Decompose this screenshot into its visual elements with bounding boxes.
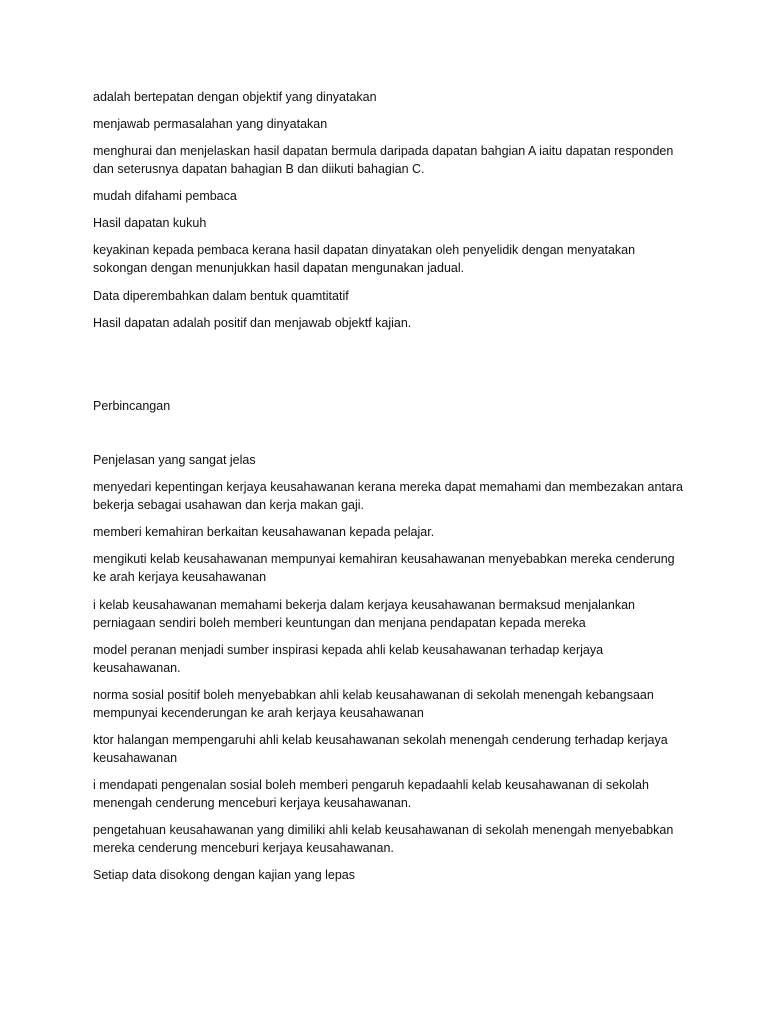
paragraph-club-skills: mengikuti kelab keusahawanan mempunyai kemahiran keusahawanan menyebabkan mereka cenderung ke arah kerjaya keusahawanan — [93, 552, 675, 584]
paragraph-barrier-factors: ktor halangan mempengaruhi ahli kelab keusahawanan sekolah menengah cenderung terhadap kerjaya keusahawanan — [93, 733, 668, 765]
paragraph-answer-problem: menjawab permasalahan yang dinyatakan — [93, 117, 328, 131]
paragraph-easy-to-understand: mudah difahami pembaca — [93, 189, 237, 203]
paragraph-quantitative-data: Data diperembahkan dalam bentuk quamtitatif — [93, 289, 349, 303]
section-heading-perbincangan: Perbincangan — [93, 399, 171, 413]
paragraph-explain-findings: menghurai dan menjelaskan hasil dapatan bermula daripada dapatan bahgian A iaitu dapatan responden dan seterusnya dapatan bahagian B dan diikuti bahagian C. — [93, 144, 674, 176]
paragraph-supported-data: Setiap data disokong dengan kajian yang lepas — [93, 868, 356, 882]
paragraph-clear-explanation: Penjelasan yang sangat jelas — [93, 453, 256, 467]
paragraph-own-business: i kelab keusahawanan memahami bekerja dalam kerjaya keusahawanan bermaksud menjalankan perniagaan sendiri boleh memberi keuntungan dan menjana pendapatan kepada mereka — [93, 598, 635, 630]
paragraph-social-norms: norma sosial positif boleh menyebabkan ahli kelab keusahawanan di sekolah menengah kebangsaan mempunyai kecenderungan ke arah kerjaya keusahawanan — [93, 688, 654, 720]
paragraph-social-introduction: i mendapati pengenalan sosial boleh memberi pengaruh kepadaahli kelab keusahawanan di sekolah menengah cenderung menceburi kerjaya keusahawanan. — [93, 778, 649, 810]
paragraph-objective-match: adalah bertepatan dengan objektif yang dinyatakan — [93, 90, 377, 104]
paragraph-solid-findings: Hasil dapatan kukuh — [93, 216, 207, 230]
paragraph-reader-confidence: keyakinan kepada pembaca kerana hasil dapatan dinyatakan oleh penyelidik dengan menyatakan sokongan dengan menunjukkan hasil dapatan mengunakan jadual. — [93, 243, 636, 275]
paragraph-entrepreneur-knowledge: pengetahuan keusahawanan yang dimiliki ahli kelab keusahawanan di sekolah menengah menyebabkan mereka cenderung menceburi kerjaya keusahawanan. — [93, 823, 674, 855]
paragraph-career-importance: menyedari kepentingan kerjaya keusahawanan kerana mereka dapat memahami dan membezakan antara bekerja sebagai usahawan dan kerja makan gaji. — [93, 480, 683, 512]
paragraph-role-model: model peranan menjadi sumber inspirasi kepada ahli kelab keusahawanan terhadap kerjaya keusahawanan. — [93, 643, 604, 675]
paragraph-positive-findings: Hasil dapatan adalah positif dan menjawab objektf kajian. — [93, 316, 412, 330]
paragraph-skills-to-students: memberi kemahiran berkaitan keusahawanan kepada pelajar. — [93, 525, 435, 539]
